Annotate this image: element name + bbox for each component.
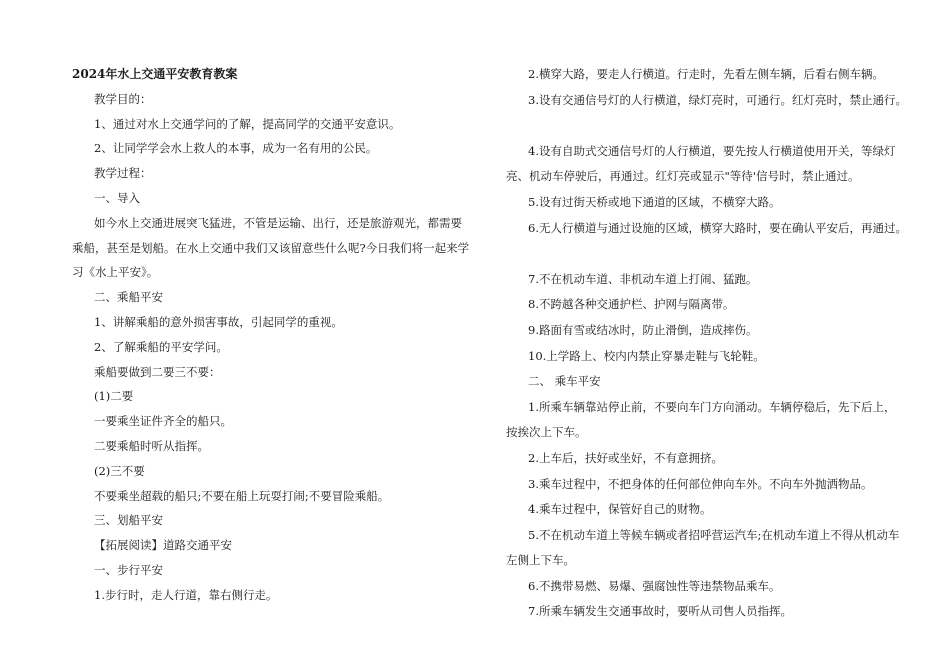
text-line: 二、 乘车平安: [528, 374, 601, 389]
text-line: 按挨次上下车。: [506, 425, 587, 440]
text-line: 3.设有交通信号灯的人行横道，绿灯亮时，可通行。红灯亮时，禁止通行。: [528, 92, 907, 107]
blank-line: [506, 241, 886, 267]
text-line: 1、通过对水上交通学问的了解，提高同学的交通平安意识。: [94, 116, 401, 131]
text-line: 7.不在机动车道、非机动车道上打闹、猛跑。: [528, 271, 758, 286]
text-line: 教学目的：: [94, 91, 152, 106]
text-line: 1.所乘车辆靠站停止前，不要向车门方向涌动。车辆停稳后，先下后上，: [528, 399, 896, 414]
text-line: 二、乘船平安: [94, 290, 163, 305]
text-line: 4.乘车过程中，保管好自己的财物。: [528, 502, 712, 517]
text-line: 9.路面有雪或结冰时，防止滑倒，造成摔伤。: [528, 322, 758, 337]
left-column: [72, 62, 470, 608]
text-line: 乘船，甚至是划船。在水上交通中我们又该留意些什么呢?今日我们将一起来学: [72, 240, 470, 255]
text-line: 7.所乘车辆发生交通事故时，要听从司售人员指挥。: [528, 604, 792, 619]
text-line: 6.无人行横道与通过设施的区域，横穿大路时，要在确认平安后，再通过。: [528, 220, 907, 235]
text-line: 10.上学路上、校内内禁止穿暴走鞋与飞轮鞋。: [528, 348, 765, 363]
document-title: 2024年水上交通平安教育教案: [72, 67, 238, 81]
text-line: (1)二要: [94, 389, 134, 404]
text-line: 习《水上平安》。: [72, 265, 159, 280]
text-line: (2)三不要: [94, 463, 145, 478]
text-line: 4.设有自助式交通信号灯的人行横道，要先按人行横道使用开关，等绿灯: [528, 143, 896, 158]
text-line: 一、导入: [94, 190, 140, 205]
text-line: 二要乘船时听从指挥。: [94, 438, 209, 453]
text-line: 教学过程：: [94, 166, 152, 181]
text-line: 5.不在机动车道上等候车辆或者招呼营运汽车;在机动车道上不得从机动车: [528, 527, 900, 542]
text-line: 三、划船平安: [94, 513, 163, 528]
text-line: 2、了解乘船的平安学问。: [94, 339, 228, 354]
text-line: 5.设有过街天桥或地下通道的区域，不横穿大路。: [528, 194, 781, 209]
text-line: 左侧上下车。: [506, 553, 575, 568]
text-line: 乘船要做到二要三不要：: [94, 364, 221, 379]
text-line: 亮、机动车停驶后，再通过。红灯亮或显示"等待'信号时，禁止通过。: [506, 169, 860, 184]
text-line: 2、让同学学会水上救人的本事，成为一名有用的公民。: [94, 141, 378, 156]
text-line: 8.不跨越各种交通护栏、护网与隔离带。: [528, 297, 735, 312]
text-line: 3.乘车过程中，不把身体的任何部位伸向车外。不向车外抛洒物品。: [528, 476, 873, 491]
text-line: 不要乘坐超载的船只;不要在船上玩耍打闹;不要冒险乘船。: [94, 488, 390, 503]
text-line: 一、步行平安: [94, 562, 163, 577]
text-line: 6.不携带易燃、易爆、强腐蚀性等违禁物品乘车。: [528, 578, 781, 593]
text-line: 1.步行时，走人行道，靠右侧行走。: [94, 587, 278, 602]
text-line: 2.横穿大路，要走人行横道。行走时，先看左侧车辆，后看右侧车辆。: [528, 67, 884, 81]
right-column: [506, 62, 907, 625]
text-line: 一要乘坐证件齐全的船只。: [94, 414, 232, 429]
text-line: 2.上车后，扶好或坐好，不有意拥挤。: [528, 450, 723, 465]
text-line: 如今水上交通进展突飞猛进，不管是运输、出行，还是旅游观光，都需要: [94, 215, 462, 230]
text-line: 【拓展阅读】道路交通平安: [94, 538, 232, 553]
blank-line: [506, 113, 886, 139]
text-line: 1、讲解乘船的意外损害事故，引起同学的重视。: [94, 314, 343, 329]
